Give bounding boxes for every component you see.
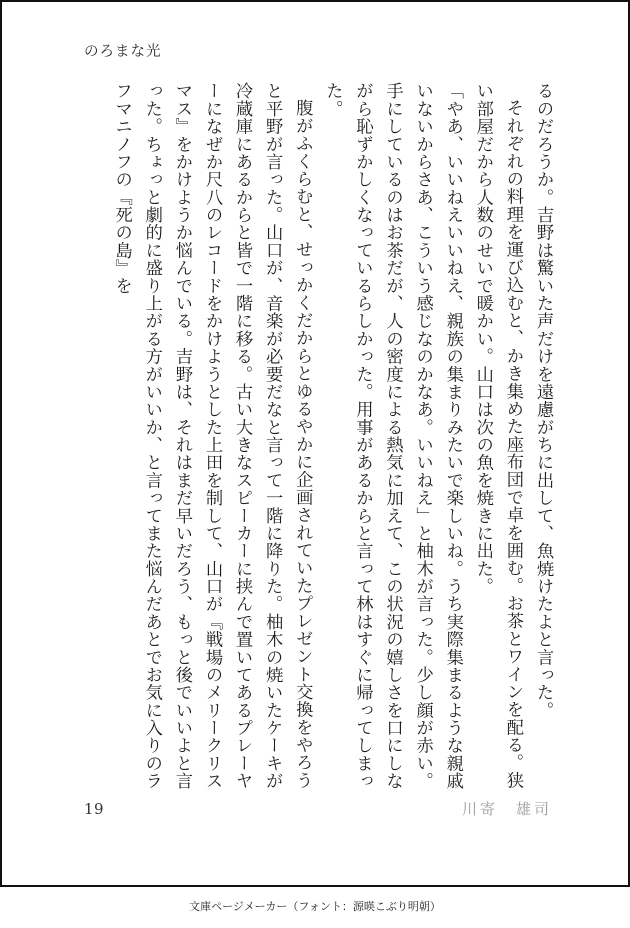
paragraph-4: 腹がふくらむと、せっかくだからとゆるやかに企画されていたプレゼント交換をやろうと平野が言った。山口が、音楽が必要だなと言って一階に降りた。柚木の焼いたケーキが冷蔵庫にあるからと皆で一階に移る。古い大きなスピーカーに挟んで置いてあるプレーヤーになぜか尺八のレコードをかけようとした上田を制して、山口が『戦場のメリークリスマス』をかけようか悩んでいる。吉野は、それはまだ早いだろう、もっと後でいいよと言った。ちょっと劇的に盛り上がる方がいいか、と言ってまた悩んだあとでお気に入りのラフマニノフの『死の島』を (111, 82, 313, 790)
footer-caption: 文庫ページメーカー（フォント：源暎こぶり明朝） (189, 900, 441, 913)
page-number: 19 (84, 800, 105, 818)
paragraph-1: るのだろうか。吉野は驚いた声だけを遠慮がちに出して、魚焼けたよと言った。 (533, 82, 553, 719)
paragraph-2: それぞれの料理を運び込むと、かき集めた座布団で卓を囲む。お茶とワインを配る。狭い部屋だから人数のせいで暖かい。山口は次の魚を焼きに出た。 (472, 82, 523, 790)
author-name: 川寄 雄司 (461, 800, 552, 818)
running-header-title: のろまな光 (84, 44, 162, 60)
vertical-text-body (76, 82, 558, 790)
paragraph-3: 「やあ、いいねえいいねえ、親族の集まりみたいで楽しいね。うち実際集まるような親戚いないからさあ、こういう感じなのかなあ。いいねえ」と柚木が言った。少し顔が赤い。手にしているのはお茶だが、人の密度による熱気に加えて、この状況の嬉しさを口にしながら恥ずかしくなっているらしかった。用事があるからと言って林はすぐに帰ってしまった。 (322, 82, 463, 790)
